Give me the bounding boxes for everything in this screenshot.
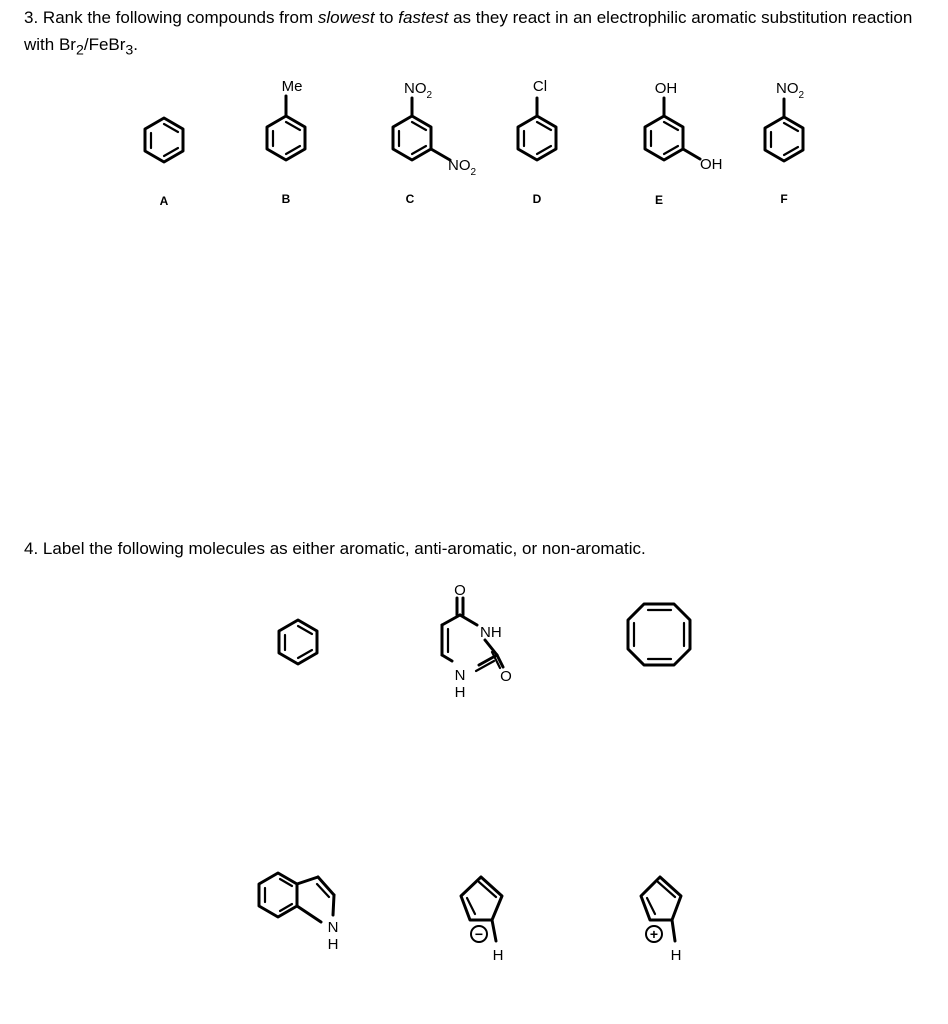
uracil-n-label: N bbox=[454, 667, 466, 684]
q4-benzene bbox=[279, 620, 317, 664]
uracil-carbonyl-o-top: O bbox=[454, 582, 466, 599]
positive-charge-sign: + bbox=[649, 926, 659, 942]
compound-b-toluene bbox=[267, 78, 305, 206]
q4-uracil bbox=[442, 582, 512, 701]
compound-a-benzene bbox=[145, 118, 183, 208]
uracil-nh-label: NH bbox=[480, 624, 502, 641]
negative-charge-sign: − bbox=[474, 926, 484, 942]
compound-d-chlorobenzene bbox=[518, 78, 556, 206]
question-3-text-e: . bbox=[133, 35, 139, 54]
febr-subscript: 3 bbox=[125, 42, 134, 59]
hydroxyl-label-meta: OH bbox=[700, 156, 723, 173]
compound-letter-c: C bbox=[405, 192, 415, 206]
nitro-label-meta: $NO_2$ bbox=[448, 157, 477, 178]
nitro-label-f: $NO_2$ bbox=[776, 80, 805, 101]
compound-letter-f: F bbox=[780, 192, 788, 206]
q4-cyclooctatetraene bbox=[628, 604, 690, 665]
question-3-text-d: /FeBr bbox=[83, 35, 126, 54]
compound-letter-d: D bbox=[532, 192, 542, 206]
question-3-text-a: Rank the following compounds from bbox=[42, 8, 314, 27]
q4-cyclopentadienyl-cation bbox=[641, 877, 681, 964]
compound-c-dinitrobenzene bbox=[393, 80, 477, 206]
question-3-text-c: as they react in an electrophilic aromatic substitution reaction with Br bbox=[24, 8, 913, 54]
slowest-word: slowest bbox=[317, 8, 375, 27]
question-4-body: Label the following molecules as either aromatic, anti-aromatic, or non-aromatic. bbox=[42, 539, 646, 558]
question-3-number: 3. bbox=[24, 8, 39, 27]
question-4-number: 4. bbox=[24, 539, 39, 558]
question-3-text-b: to bbox=[379, 8, 394, 27]
compound-letter-b: B bbox=[281, 192, 291, 206]
compound-f-nitrobenzene bbox=[765, 80, 805, 206]
uracil-carbonyl-o-right: O bbox=[500, 668, 512, 685]
compound-e-resorcinol bbox=[645, 80, 723, 207]
anion-hydrogen-label: H bbox=[492, 947, 504, 964]
compound-letter-e: E bbox=[654, 193, 664, 207]
fastest-word: fastest bbox=[398, 8, 449, 27]
q4-cyclopentadienyl-anion bbox=[461, 877, 503, 964]
q4-indole bbox=[259, 873, 338, 953]
indole-n-label: N bbox=[327, 919, 339, 936]
indole-nh-hydrogen: H bbox=[327, 936, 339, 953]
methyl-label: Me bbox=[281, 78, 303, 95]
hydroxyl-label-top: OH bbox=[654, 80, 678, 97]
chloro-label: Cl bbox=[532, 78, 548, 95]
nitro-label-top: $NO_2$ bbox=[404, 80, 433, 101]
compound-letter-a: A bbox=[159, 194, 169, 208]
uracil-nh-hydrogen: H bbox=[454, 684, 466, 701]
br-subscript: 2 bbox=[75, 42, 84, 59]
cation-hydrogen-label: H bbox=[670, 947, 682, 964]
